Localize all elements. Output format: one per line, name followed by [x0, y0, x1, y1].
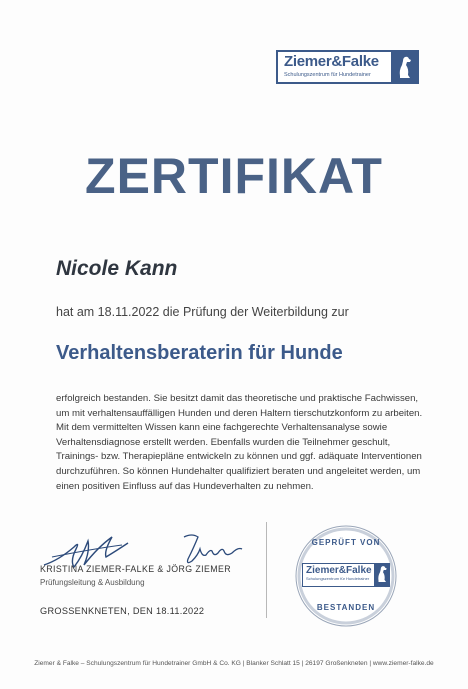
signatory-1: KRISTINA ZIEMER-FALKE [40, 564, 155, 574]
signatory-role: Prüfungsleitung & Ausbildung [40, 578, 145, 587]
vertical-divider [266, 522, 267, 618]
seal-logo-brand: Ziemer&Falke [306, 565, 372, 576]
seal-bottom-text: BESTANDEN [316, 603, 376, 612]
company-logo [276, 50, 419, 84]
certificate-body: erfolgreich bestanden. Sie besitzt damit das theoretische und praktische Fachwissen, um mit verhaltensauffälligen Hunden und deren Haltern tierschutzkonform zu arbeiten. Mit dem vermittelten Wissen kann eine fachgerechte Verhaltensanalyse sowie Verhaltensdiagnose erstellt werden. Ebenfalls wurden die Teilnehmer geschult, Trainings- bzw. Therapiepläne entwickeln zu können und ggf. adäquate Interventionen durchzuführen. So können Hundehalter qualifiziert beraten und angeleitet werden, um einen positiven Einfluss auf das Hundeverhalten zu nehmen. [56, 393, 423, 492]
signatory-ampersand: & [157, 564, 164, 574]
intro-line: hat am 18.11.2022 die Prüfung der Weiterbildung zur [56, 305, 349, 319]
footer-address: Ziemer & Falke – Schulungszentrum für Hundetrainer GmbH & Co. KG | Blanker Schlatt 15 | 26197 Großenkneten | www.ziemer-falke.de [34, 660, 434, 667]
sitting-dog-icon [374, 564, 389, 586]
recipient-name: Nicole Kann [56, 257, 178, 280]
seal-logo [302, 563, 390, 587]
place-and-date: GROSSENKNETEN, DEN 18.11.2022 [40, 606, 205, 616]
signatory-names [40, 564, 231, 574]
signatory-2: JÖRG ZIEMER [166, 564, 231, 574]
seal-top-text: GEPRÜFT VON [311, 538, 381, 547]
logo-brand: Ziemer&Falke [284, 53, 379, 70]
logo-subtitle: Schulungszentrum für Hundetrainer [284, 72, 371, 78]
certificate-title: ZERTIFIKAT [85, 148, 383, 204]
degree-title: Verhaltensberaterin für Hunde [56, 342, 343, 364]
sitting-dog-icon [391, 52, 417, 82]
seal-logo-subtitle: Schulungszentrum für Hundetrainer [306, 576, 370, 581]
